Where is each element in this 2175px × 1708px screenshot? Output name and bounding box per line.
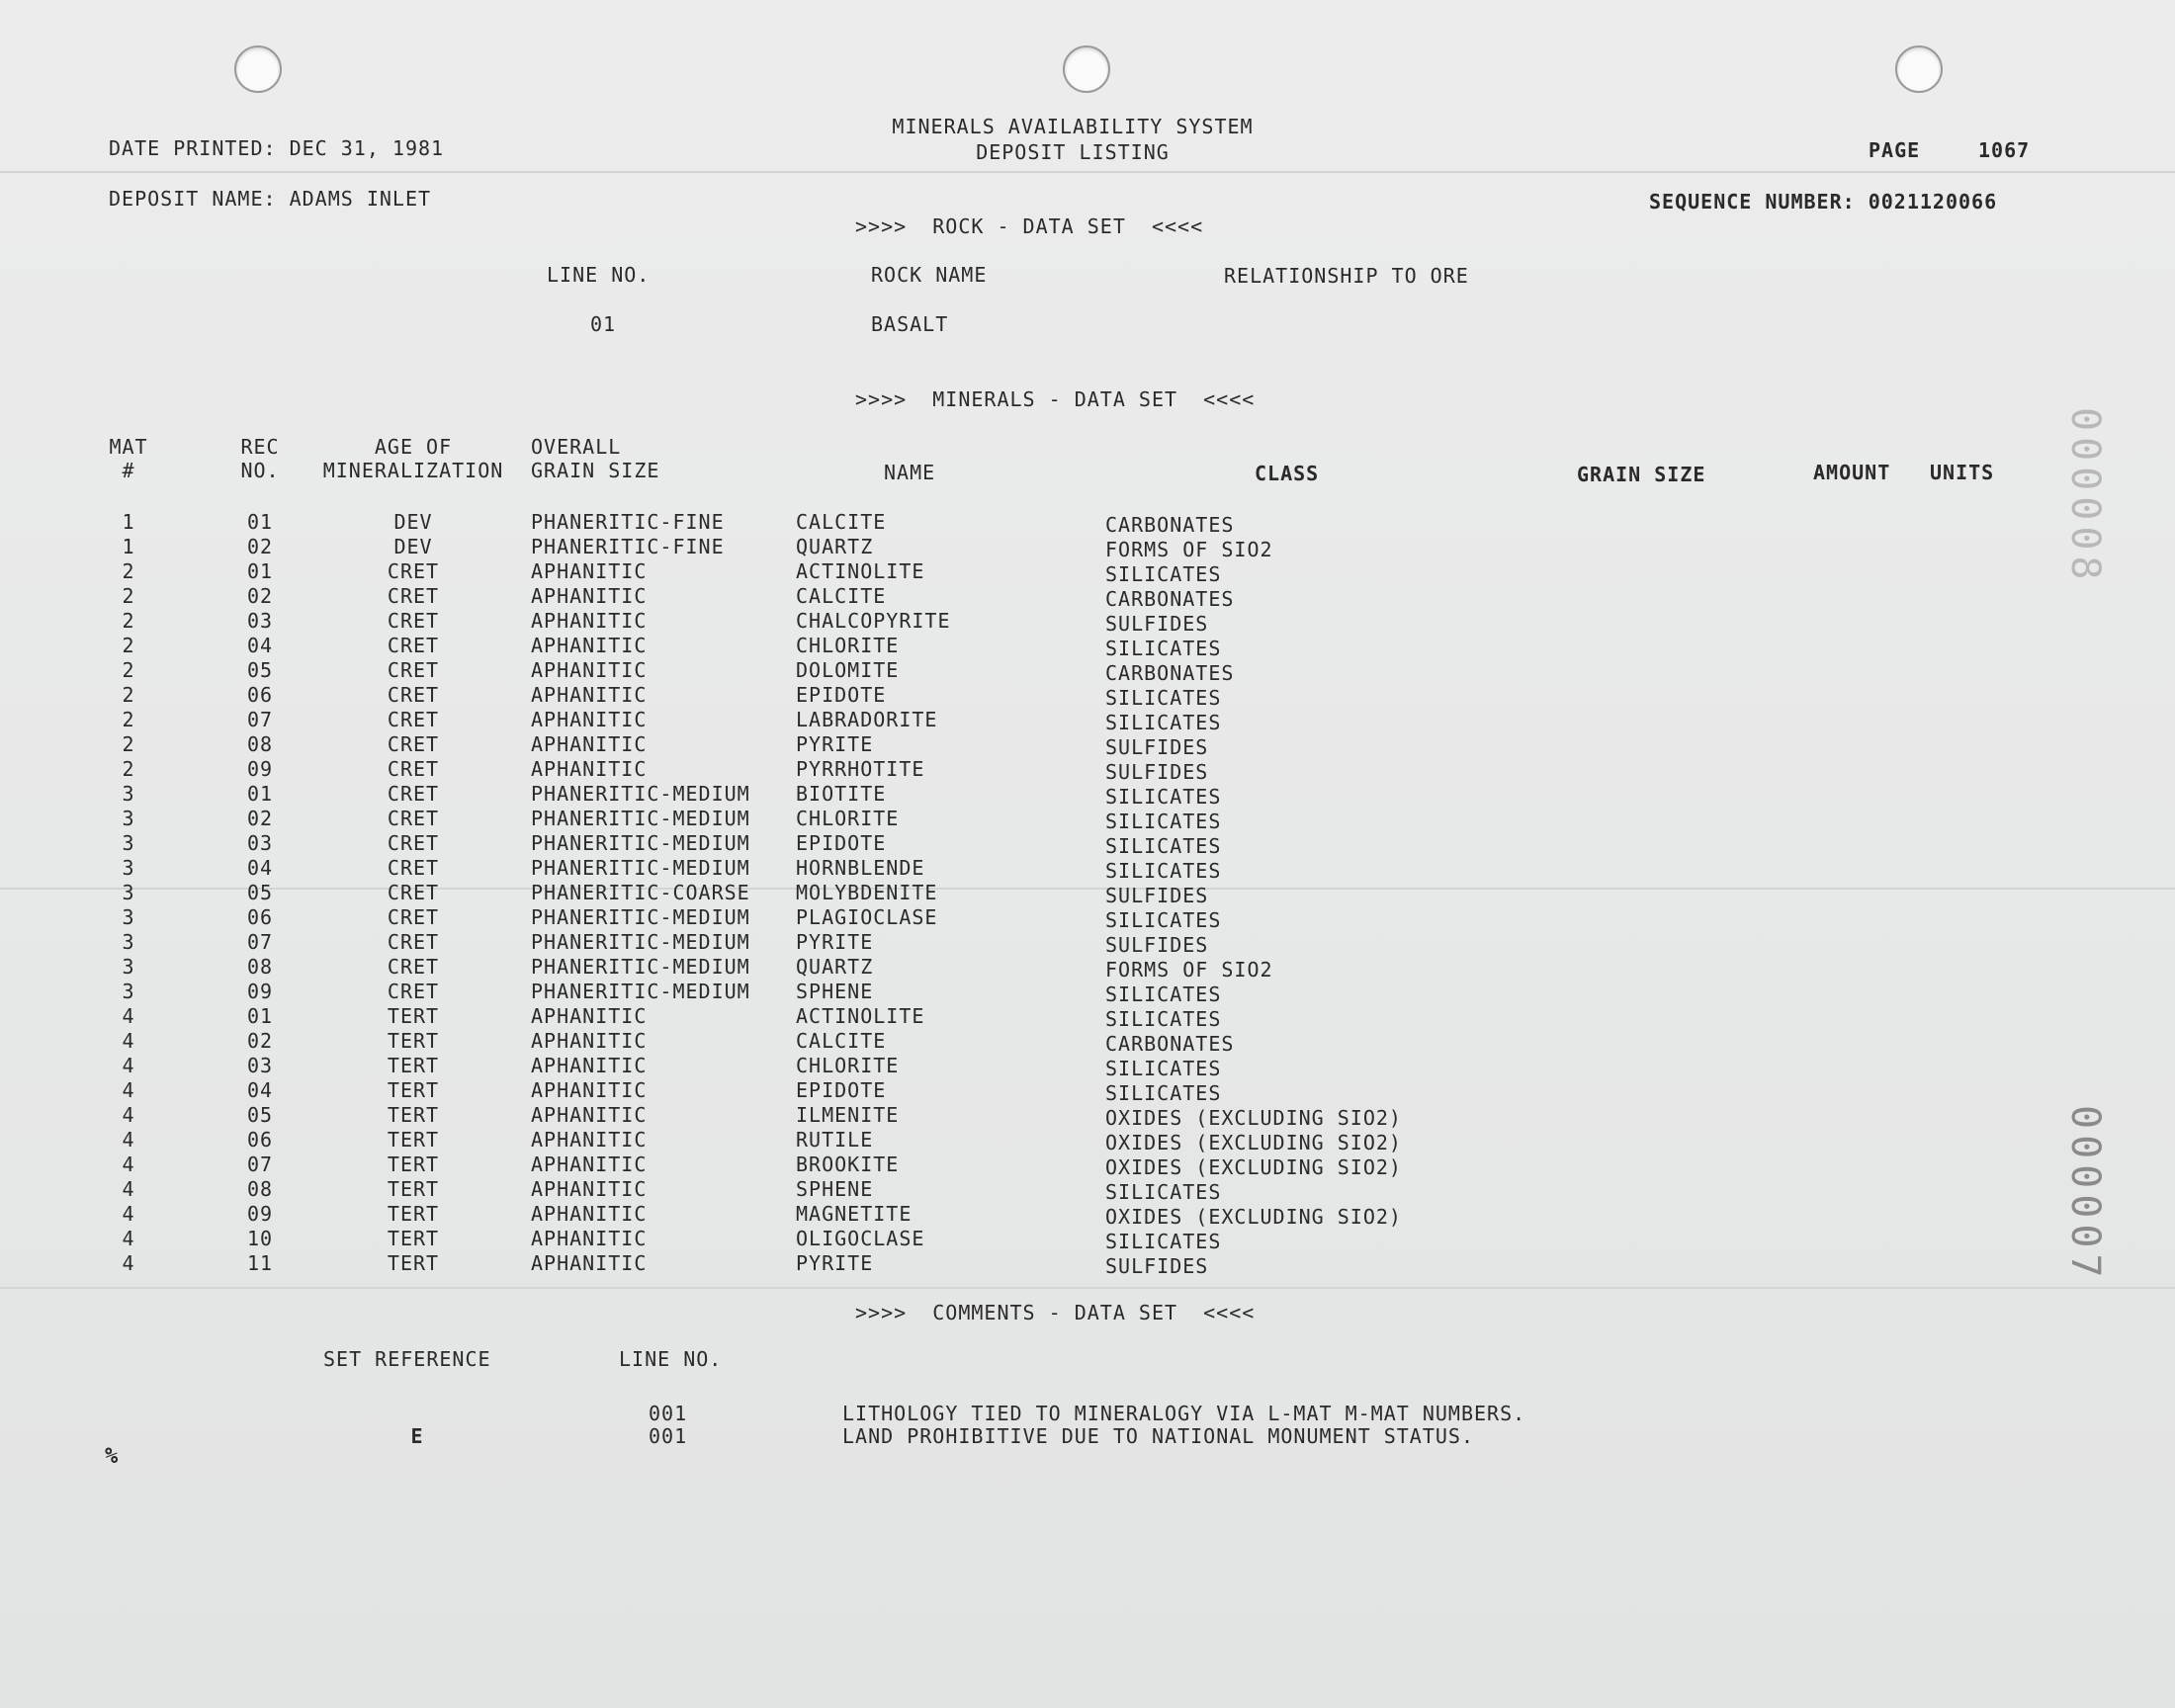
cell-rec: 02 — [246, 1029, 274, 1053]
cell-rec: 02 — [246, 535, 274, 558]
cell-rec: 07 — [246, 708, 274, 731]
rock-header-line-no: LINE NO. — [547, 263, 651, 287]
system-title: MINERALS AVAILABILITY SYSTEM — [892, 115, 1254, 138]
cell-name: ACTINOLITE — [796, 559, 925, 583]
cell-rec: 04 — [246, 856, 274, 880]
table-row — [0, 584, 1681, 609]
cell-name: CHLORITE — [796, 807, 900, 830]
cell-age: DEV — [393, 510, 433, 534]
cell-age: CRET — [387, 559, 440, 583]
cell-grain: APHANITIC — [531, 584, 648, 608]
cell-grain: PHANERITIC-MEDIUM — [531, 782, 750, 806]
cell-rec: 04 — [246, 634, 274, 657]
header-age-line2: MINERALIZATION — [322, 459, 504, 482]
table-row — [0, 831, 1681, 856]
cell-grain: PHANERITIC-MEDIUM — [531, 831, 750, 855]
table-row — [0, 955, 1681, 980]
margin-stamp-upper: 000008 — [2062, 407, 2108, 586]
cell-rec: 08 — [246, 955, 274, 979]
cell-mat: 2 — [122, 732, 135, 756]
cell-class: SULFIDES — [1105, 760, 1209, 784]
cell-grain: APHANITIC — [531, 1078, 648, 1102]
comment-line-no: 001 — [649, 1402, 688, 1425]
minerals-section-title: >>>> MINERALS - DATA SET <<<< — [855, 387, 1256, 411]
table-row — [0, 732, 1681, 757]
cell-name: CHLORITE — [796, 1054, 900, 1077]
cell-class: FORMS OF SIO2 — [1105, 538, 1273, 561]
cell-name: EPIDOTE — [796, 831, 887, 855]
cell-grain: APHANITIC — [531, 732, 648, 756]
comments-header-set-reference: SET REFERENCE — [323, 1347, 491, 1371]
page-label: PAGE — [1869, 138, 1921, 162]
cell-mat: 3 — [122, 881, 135, 904]
cell-grain: APHANITIC — [531, 609, 648, 633]
cell-mat: 2 — [122, 609, 135, 633]
cell-name: PLAGIOCLASE — [796, 905, 938, 929]
cell-grain: APHANITIC — [531, 634, 648, 657]
cell-class: OXIDES (EXCLUDING SIO2) — [1105, 1205, 1402, 1229]
cell-grain: PHANERITIC-COARSE — [531, 881, 750, 904]
cell-name: BROOKITE — [796, 1153, 900, 1176]
table-row — [0, 1227, 1681, 1251]
cell-rec: 03 — [246, 1054, 274, 1077]
cell-mat: 4 — [122, 1078, 135, 1102]
cell-name: PYRITE — [796, 1251, 874, 1275]
header-mat-line1: MAT — [109, 435, 148, 459]
cell-class: SILICATES — [1105, 1180, 1222, 1204]
cell-name: PYRITE — [796, 732, 874, 756]
cell-mat: 4 — [122, 1153, 135, 1176]
table-row — [0, 757, 1681, 782]
table-row — [0, 1202, 1681, 1227]
cell-mat: 4 — [122, 1202, 135, 1226]
header-rec-line1: REC — [240, 435, 280, 459]
cell-age: DEV — [393, 535, 433, 558]
cell-mat: 3 — [122, 905, 135, 929]
cell-name: QUARTZ — [796, 535, 874, 558]
comments-header-line-no: LINE NO. — [619, 1347, 723, 1371]
cell-mat: 3 — [122, 807, 135, 830]
cell-name: SPHENE — [796, 980, 874, 1003]
cell-class: FORMS OF SIO2 — [1105, 958, 1273, 982]
cell-class: SILICATES — [1105, 859, 1222, 883]
cell-mat: 4 — [122, 1029, 135, 1053]
cell-class: SILICATES — [1105, 1230, 1222, 1253]
cell-age: TERT — [387, 1227, 440, 1250]
cell-name: MOLYBDENITE — [796, 881, 938, 904]
cell-rec: 06 — [246, 905, 274, 929]
cell-grain: APHANITIC — [531, 1029, 648, 1053]
table-row — [0, 1251, 1681, 1276]
rock-section-title: >>>> ROCK - DATA SET <<<< — [855, 214, 1204, 238]
cell-mat: 4 — [122, 1227, 135, 1250]
cell-rec: 01 — [246, 510, 274, 534]
cell-rec: 10 — [246, 1227, 274, 1250]
cell-name: OLIGOCLASE — [796, 1227, 925, 1250]
cell-class: SILICATES — [1105, 810, 1222, 833]
cell-class: CARBONATES — [1105, 587, 1235, 611]
cell-name: PYRRHOTITE — [796, 757, 925, 781]
percent-mark: % — [105, 1444, 120, 1469]
cell-class: SILICATES — [1105, 785, 1222, 809]
cell-age: CRET — [387, 708, 440, 731]
cell-age: CRET — [387, 905, 440, 929]
rock-header-rock-name: ROCK NAME — [871, 263, 988, 287]
cell-grain: APHANITIC — [531, 1103, 648, 1127]
table-row — [0, 782, 1681, 807]
cell-mat: 4 — [122, 1128, 135, 1152]
cell-grain: APHANITIC — [531, 1054, 648, 1077]
cell-rec: 05 — [246, 658, 274, 682]
comment-row — [0, 1402, 1681, 1425]
sequence-number: SEQUENCE NUMBER: 0021120066 — [1649, 190, 1998, 214]
cell-class: SILICATES — [1105, 834, 1222, 858]
punch-hole-right — [1895, 45, 1943, 93]
header-grain-size: GRAIN SIZE — [1577, 463, 1706, 486]
cell-class: OXIDES (EXCLUDING SIO2) — [1105, 1155, 1402, 1179]
cell-age: CRET — [387, 807, 440, 830]
table-row — [0, 856, 1681, 881]
cell-rec: 11 — [246, 1251, 274, 1275]
cell-age: CRET — [387, 683, 440, 707]
date-printed: DATE PRINTED: DEC 31, 1981 — [109, 136, 445, 160]
cell-class: SILICATES — [1105, 908, 1222, 932]
cell-grain: PHANERITIC-MEDIUM — [531, 980, 750, 1003]
cell-mat: 2 — [122, 559, 135, 583]
cell-rec: 01 — [246, 782, 274, 806]
cell-class: SILICATES — [1105, 1081, 1222, 1105]
cell-mat: 2 — [122, 658, 135, 682]
cell-age: TERT — [387, 1251, 440, 1275]
cell-rec: 09 — [246, 757, 274, 781]
cell-mat: 2 — [122, 708, 135, 731]
cell-age: CRET — [387, 856, 440, 880]
cell-class: CARBONATES — [1105, 513, 1235, 537]
header-rec-line2: NO. — [240, 459, 280, 482]
fold-line-lower — [0, 1287, 2175, 1289]
cell-class: SULFIDES — [1105, 1254, 1209, 1278]
table-row — [0, 881, 1681, 905]
cell-grain: PHANERITIC-FINE — [531, 510, 725, 534]
cell-rec: 09 — [246, 1202, 274, 1226]
comment-text: LAND PROHIBITIVE DUE TO NATIONAL MONUMENT STATUS. — [842, 1424, 1475, 1448]
cell-age: TERT — [387, 1004, 440, 1028]
deposit-name: DEPOSIT NAME: ADAMS INLET — [109, 187, 432, 211]
cell-mat: 2 — [122, 634, 135, 657]
cell-class: SULFIDES — [1105, 933, 1209, 957]
header-units: UNITS — [1930, 461, 1995, 484]
table-row — [0, 708, 1681, 732]
cell-grain: APHANITIC — [531, 658, 648, 682]
cell-name: HORNBLENDE — [796, 856, 925, 880]
cell-mat: 3 — [122, 930, 135, 954]
cell-class: SILICATES — [1105, 1057, 1222, 1080]
table-row — [0, 905, 1681, 930]
header-grain-line2: GRAIN SIZE — [531, 459, 660, 482]
cell-grain: APHANITIC — [531, 708, 648, 731]
cell-rec: 06 — [246, 1128, 274, 1152]
cell-mat: 2 — [122, 584, 135, 608]
cell-grain: APHANITIC — [531, 1202, 648, 1226]
cell-mat: 3 — [122, 980, 135, 1003]
fold-line-top — [0, 171, 2175, 173]
cell-age: CRET — [387, 881, 440, 904]
cell-grain: PHANERITIC-MEDIUM — [531, 930, 750, 954]
cell-name: CHALCOPYRITE — [796, 609, 951, 633]
table-row — [0, 535, 1681, 559]
table-row — [0, 1054, 1681, 1078]
cell-name: ILMENITE — [796, 1103, 900, 1127]
cell-mat: 2 — [122, 683, 135, 707]
cell-grain: PHANERITIC-MEDIUM — [531, 856, 750, 880]
comment-row — [0, 1424, 1681, 1448]
cell-grain: APHANITIC — [531, 1227, 648, 1250]
punch-hole-center — [1063, 45, 1110, 93]
table-row — [0, 559, 1681, 584]
header-amount: AMOUNT — [1813, 461, 1891, 484]
cell-rec: 02 — [246, 807, 274, 830]
cell-name: QUARTZ — [796, 955, 874, 979]
cell-name: CALCITE — [796, 1029, 887, 1053]
header-grain-line1: OVERALL — [531, 435, 622, 459]
cell-age: CRET — [387, 658, 440, 682]
comment-line-no: 001 — [649, 1424, 688, 1448]
table-row — [0, 980, 1681, 1004]
cell-mat: 3 — [122, 782, 135, 806]
table-row — [0, 510, 1681, 535]
cell-age: CRET — [387, 930, 440, 954]
cell-class: SILICATES — [1105, 982, 1222, 1006]
table-row — [0, 658, 1681, 683]
cell-grain: APHANITIC — [531, 1251, 648, 1275]
cell-grain: PHANERITIC-FINE — [531, 535, 725, 558]
cell-rec: 01 — [246, 559, 274, 583]
cell-mat: 4 — [122, 1177, 135, 1201]
cell-rec: 03 — [246, 831, 274, 855]
cell-grain: APHANITIC — [531, 1004, 648, 1028]
cell-grain: PHANERITIC-MEDIUM — [531, 955, 750, 979]
cell-age: TERT — [387, 1153, 440, 1176]
cell-age: CRET — [387, 831, 440, 855]
cell-class: SULFIDES — [1105, 612, 1209, 636]
cell-mat: 2 — [122, 757, 135, 781]
margin-stamp-lower: 000007 — [2062, 1105, 2108, 1284]
cell-class: SULFIDES — [1105, 884, 1209, 907]
cell-mat: 4 — [122, 1004, 135, 1028]
header-class: CLASS — [1255, 462, 1320, 485]
cell-name: CALCITE — [796, 510, 887, 534]
table-row — [0, 807, 1681, 831]
cell-age: CRET — [387, 584, 440, 608]
cell-name: EPIDOTE — [796, 683, 887, 707]
table-row — [0, 1103, 1681, 1128]
cell-grain: APHANITIC — [531, 683, 648, 707]
table-row — [0, 1029, 1681, 1054]
comment-set-reference: E — [410, 1424, 424, 1448]
table-row — [0, 930, 1681, 955]
cell-mat: 1 — [122, 510, 135, 534]
cell-age: TERT — [387, 1054, 440, 1077]
cell-age: TERT — [387, 1202, 440, 1226]
table-row — [0, 1004, 1681, 1029]
cell-class: SILICATES — [1105, 637, 1222, 660]
cell-rec: 05 — [246, 1103, 274, 1127]
cell-age: CRET — [387, 757, 440, 781]
header-name: NAME — [884, 461, 936, 484]
cell-mat: 3 — [122, 856, 135, 880]
cell-class: SILICATES — [1105, 686, 1222, 710]
table-row — [0, 1153, 1681, 1177]
cell-rec: 04 — [246, 1078, 274, 1102]
table-row — [0, 609, 1681, 634]
rock-row-line-no: 01 — [590, 312, 617, 336]
cell-name: MAGNETITE — [796, 1202, 913, 1226]
cell-grain: APHANITIC — [531, 1177, 648, 1201]
comment-text: LITHOLOGY TIED TO MINERALOGY VIA L-MAT M-MAT NUMBERS. — [842, 1402, 1526, 1425]
cell-name: DOLOMITE — [796, 658, 900, 682]
cell-name: RUTILE — [796, 1128, 874, 1152]
cell-rec: 05 — [246, 881, 274, 904]
cell-age: TERT — [387, 1029, 440, 1053]
cell-grain: APHANITIC — [531, 757, 648, 781]
header-age-line1: AGE OF — [374, 435, 453, 459]
cell-mat: 4 — [122, 1251, 135, 1275]
table-row — [0, 1177, 1681, 1202]
cell-rec: 06 — [246, 683, 274, 707]
cell-class: SILICATES — [1105, 1007, 1222, 1031]
cell-class: OXIDES (EXCLUDING SIO2) — [1105, 1131, 1402, 1154]
cell-mat: 4 — [122, 1054, 135, 1077]
table-row — [0, 634, 1681, 658]
cell-grain: PHANERITIC-MEDIUM — [531, 807, 750, 830]
cell-name: CALCITE — [796, 584, 887, 608]
cell-age: TERT — [387, 1078, 440, 1102]
cell-age: CRET — [387, 634, 440, 657]
minerals-table-body — [0, 510, 1681, 1276]
cell-name: PYRITE — [796, 930, 874, 954]
cell-class: SILICATES — [1105, 562, 1222, 586]
cell-name: ACTINOLITE — [796, 1004, 925, 1028]
cell-rec: 01 — [246, 1004, 274, 1028]
header-mat-line2: # — [122, 459, 135, 482]
cell-mat: 4 — [122, 1103, 135, 1127]
cell-age: CRET — [387, 980, 440, 1003]
comments-section-title: >>>> COMMENTS - DATA SET <<<< — [855, 1301, 1256, 1324]
cell-rec: 02 — [246, 584, 274, 608]
table-row — [0, 1128, 1681, 1153]
cell-age: CRET — [387, 609, 440, 633]
cell-class: SULFIDES — [1105, 735, 1209, 759]
rock-header-relationship: RELATIONSHIP TO ORE — [1224, 264, 1469, 288]
cell-class: CARBONATES — [1105, 661, 1235, 685]
listing-title: DEPOSIT LISTING — [976, 140, 1170, 164]
table-row — [0, 1078, 1681, 1103]
rock-row-rock-name: BASALT — [871, 312, 949, 336]
cell-rec: 07 — [246, 1153, 274, 1176]
cell-class: OXIDES (EXCLUDING SIO2) — [1105, 1106, 1402, 1130]
cell-grain: APHANITIC — [531, 1128, 648, 1152]
cell-age: CRET — [387, 732, 440, 756]
cell-age: TERT — [387, 1177, 440, 1201]
cell-mat: 3 — [122, 955, 135, 979]
cell-age: CRET — [387, 782, 440, 806]
cell-rec: 03 — [246, 609, 274, 633]
cell-grain: PHANERITIC-MEDIUM — [531, 905, 750, 929]
cell-mat: 1 — [122, 535, 135, 558]
table-row — [0, 683, 1681, 708]
cell-age: TERT — [387, 1128, 440, 1152]
cell-age: CRET — [387, 955, 440, 979]
cell-rec: 07 — [246, 930, 274, 954]
cell-class: SILICATES — [1105, 711, 1222, 734]
cell-name: CHLORITE — [796, 634, 900, 657]
cell-name: EPIDOTE — [796, 1078, 887, 1102]
cell-age: TERT — [387, 1103, 440, 1127]
page-number: 1067 — [1978, 138, 2031, 162]
cell-mat: 3 — [122, 831, 135, 855]
cell-name: LABRADORITE — [796, 708, 938, 731]
cell-class: CARBONATES — [1105, 1032, 1235, 1056]
cell-rec: 08 — [246, 732, 274, 756]
cell-name: SPHENE — [796, 1177, 874, 1201]
cell-rec: 08 — [246, 1177, 274, 1201]
cell-grain: APHANITIC — [531, 559, 648, 583]
punch-hole-left — [234, 45, 282, 93]
cell-grain: APHANITIC — [531, 1153, 648, 1176]
cell-name: BIOTITE — [796, 782, 887, 806]
cell-rec: 09 — [246, 980, 274, 1003]
